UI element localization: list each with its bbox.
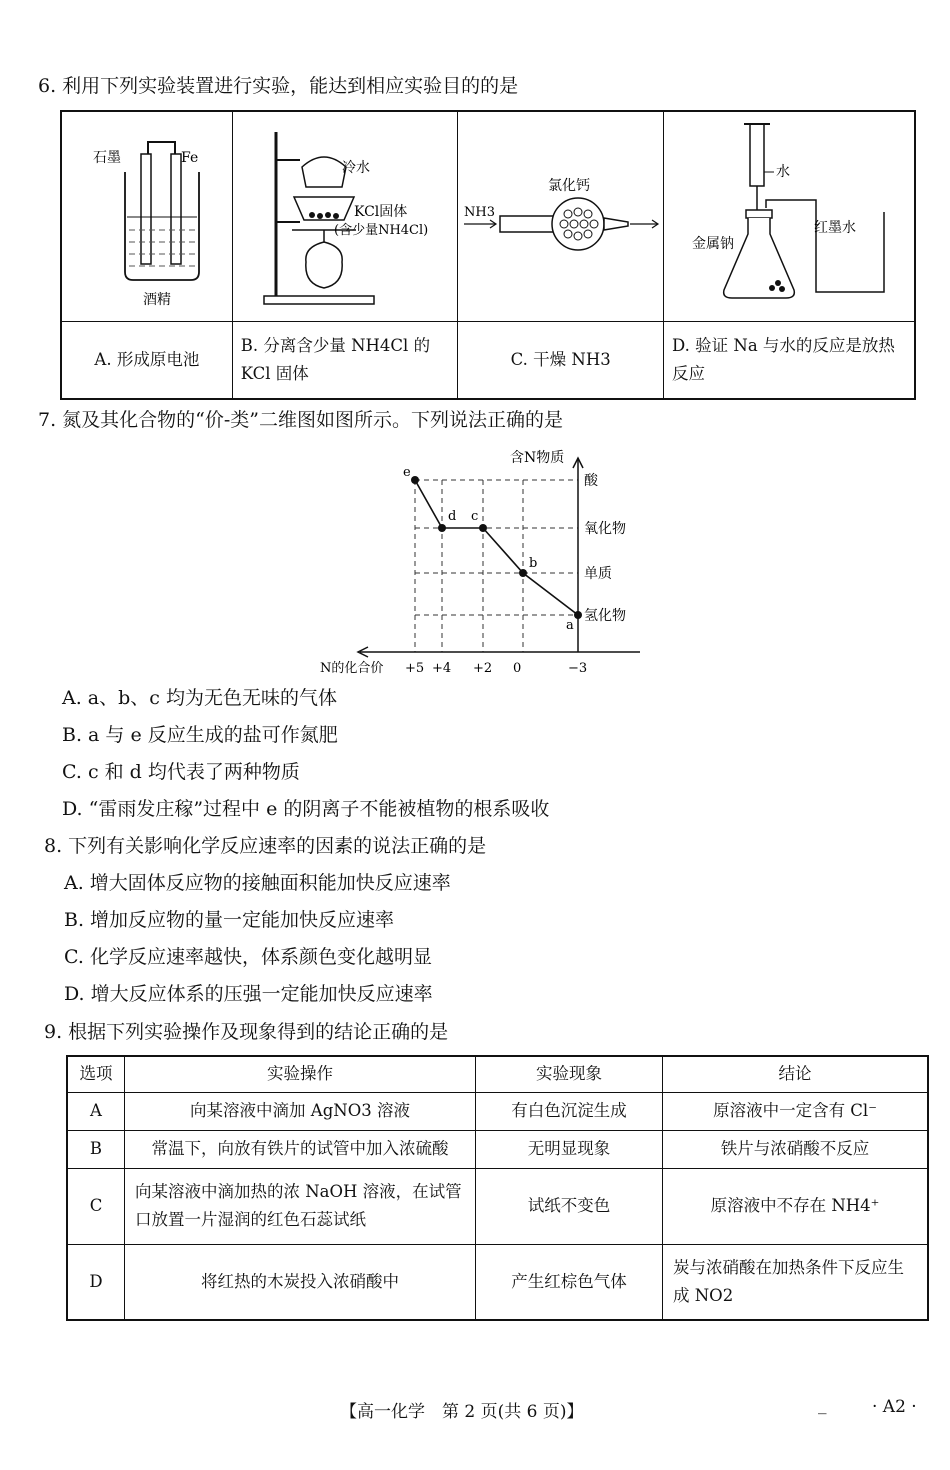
- row-c-operation: 向某溶液中滴加热的浓 NaOH 溶液，在试管口放置一片湿润的红色石蕊试纸: [125, 1168, 476, 1244]
- table-header-row: [67, 1056, 928, 1092]
- table-row: [67, 1168, 928, 1244]
- x-tick-label: +4: [432, 661, 452, 676]
- q8-stem: 8. 下列有关影响化学反应速率的因素的说法正确的是: [44, 835, 487, 857]
- row-d-option: D: [67, 1244, 125, 1320]
- row-a-operation: 向某溶液中滴加 AgNO3 溶液: [125, 1092, 476, 1130]
- footer-mark: _: [818, 1395, 827, 1415]
- q6-figure-a: [61, 111, 232, 322]
- valence-class-chart: [320, 440, 650, 680]
- y-tick-label: 氧化物: [584, 521, 626, 537]
- table-row: [67, 1244, 928, 1320]
- y-axis-label: 含N物质: [510, 450, 565, 466]
- y-tick-labels: [584, 473, 626, 624]
- data-point-b: [519, 569, 527, 577]
- q6-apparatus-table: [60, 110, 916, 400]
- row-c-conclusion: 原溶液中不存在 NH4⁺: [663, 1168, 929, 1244]
- point-label-d: d: [448, 509, 457, 524]
- table-row: [67, 1092, 928, 1130]
- label-nh4cl-note: (含少量NH4Cl): [334, 223, 429, 238]
- x-tick-label: +5: [405, 661, 425, 676]
- q8-option-b: B. 增加反应物的量一定能加快反应速率: [64, 909, 395, 931]
- x-tick-labels: [405, 661, 587, 676]
- x-tick-label: −3: [568, 661, 588, 676]
- q6-caption-b: B. 分离含少量 NH4Cl 的 KCl 固体: [232, 322, 458, 400]
- row-b-phenomenon: 无明显现象: [476, 1130, 663, 1168]
- label-cacl2: 氯化钙: [547, 178, 590, 194]
- label-nh3: NH3: [463, 205, 495, 220]
- drying-tube-diagram: [460, 112, 662, 312]
- label-red-ink: 红墨水: [814, 220, 856, 236]
- header-phenomenon: 实验现象: [476, 1056, 663, 1092]
- row-a-option: A: [67, 1092, 125, 1130]
- row-a-conclusion: 原溶液中一定含有 Cl⁻: [663, 1092, 929, 1130]
- q8-option-c: C. 化学反应速率越快，体系颜色变化越明显: [64, 946, 432, 968]
- q7-option-d: D. “雷雨发庄稼”过程中 e 的阴离子不能被植物的根系吸收: [62, 798, 550, 820]
- q9-experiment-table: [66, 1055, 929, 1321]
- header-conclusion: 结论: [663, 1056, 929, 1092]
- row-c-phenomenon: 试纸不变色: [476, 1168, 663, 1244]
- label-graphite: 石墨: [92, 150, 121, 166]
- label-sodium: 金属钠: [692, 236, 734, 252]
- row-d-phenomenon: 产生红棕色气体: [476, 1244, 663, 1320]
- y-tick-label: 氢化物: [584, 608, 626, 624]
- label-alcohol: 酒精: [142, 292, 171, 308]
- data-point-c: [479, 524, 487, 532]
- row-d-conclusion: 炭与浓硝酸在加热条件下反应生成 NO2: [663, 1244, 929, 1320]
- label-fe: Fe: [180, 150, 199, 166]
- point-label-a: a: [566, 618, 574, 633]
- data-point-d: [438, 524, 446, 532]
- chart-grid: [415, 480, 578, 652]
- footer-page-code: · A2 ·: [872, 1397, 917, 1417]
- data-points: [403, 465, 582, 633]
- y-tick-label: 单质: [584, 566, 612, 582]
- q6-figure-d: [664, 111, 916, 322]
- q7-option-b: B. a 与 e 反应生成的盐可作氮肥: [62, 724, 338, 746]
- series-line: [415, 480, 578, 615]
- header-option: 选项: [67, 1056, 125, 1092]
- row-b-option: B: [67, 1130, 125, 1168]
- point-label-e: e: [403, 465, 411, 480]
- data-point-a: [574, 611, 582, 619]
- galvanic-cell-diagram: [63, 112, 231, 312]
- q6-caption-a: A. 形成原电池: [61, 322, 232, 400]
- x-axis-label: N的化合价: [320, 661, 384, 676]
- row-c-option: C: [67, 1168, 125, 1244]
- label-kcl-solid: KCl固体: [354, 204, 408, 220]
- header-operation: 实验操作: [125, 1056, 476, 1092]
- q6-figure-c: [458, 111, 664, 322]
- footer-page-info: 【高一化学 第 2 页(共 6 页)】: [340, 1402, 584, 1422]
- data-point-e: [411, 476, 419, 484]
- row-b-operation: 常温下，向放有铁片的试管中加入浓硫酸: [125, 1130, 476, 1168]
- row-b-conclusion: 铁片与浓硝酸不反应: [663, 1130, 929, 1168]
- x-tick-label: 0: [513, 661, 522, 676]
- q6-caption-c: C. 干燥 NH3: [458, 322, 664, 400]
- q6-figure-b: [232, 111, 458, 322]
- point-label-b: b: [529, 556, 538, 571]
- q7-option-c: C. c 和 d 均代表了两种物质: [62, 761, 300, 783]
- y-tick-label: 酸: [584, 473, 598, 489]
- q7-option-a: A. a、b、c 均为无色无味的气体: [62, 687, 337, 709]
- q6-stem: 6. 利用下列实验装置进行实验，能达到相应实验目的的是: [38, 75, 519, 97]
- label-cold-water: 冷水: [342, 160, 371, 176]
- point-label-c: c: [471, 509, 479, 524]
- row-d-operation: 将红热的木炭投入浓硝酸中: [125, 1244, 476, 1320]
- q8-option-d: D. 增大反应体系的压强一定能加快反应速率: [64, 983, 433, 1005]
- table-row: [67, 1130, 928, 1168]
- sublimation-apparatus-diagram: [234, 112, 456, 312]
- q9-stem: 9. 根据下列实验操作及现象得到的结论正确的是: [44, 1021, 449, 1043]
- row-a-phenomenon: 有白色沉淀生成: [476, 1092, 663, 1130]
- q7-stem: 7. 氮及其化合物的“价-类”二维图如图所示。下列说法正确的是: [38, 409, 564, 431]
- flask-u-tube-diagram: [664, 112, 914, 312]
- x-tick-label: +2: [473, 661, 493, 676]
- q8-option-a: A. 增大固体反应物的接触面积能加快反应速率: [64, 872, 451, 894]
- label-water: 水: [776, 164, 790, 180]
- q6-caption-d: D. 验证 Na 与水的反应是放热反应: [664, 322, 916, 400]
